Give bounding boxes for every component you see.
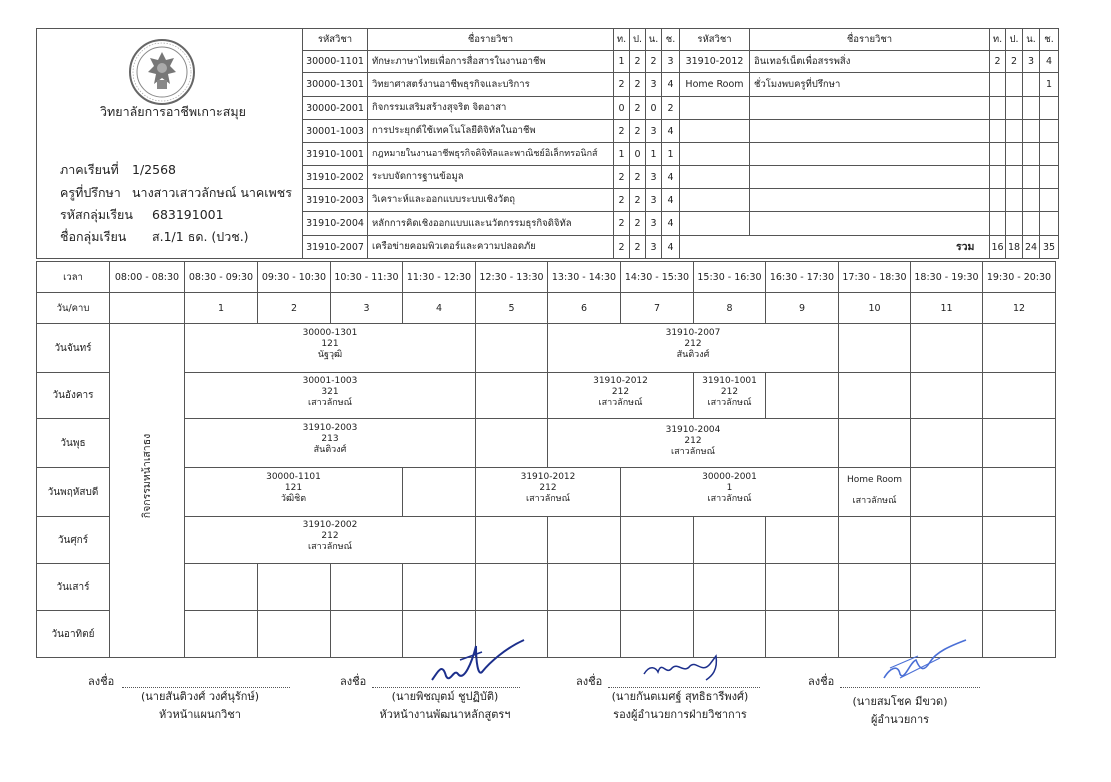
- total-label: รวม: [956, 241, 975, 253]
- advisor-value: นางสาวเสาวลักษณ์ นาคเพชร: [132, 185, 292, 200]
- course-code: 31910-2007: [306, 241, 364, 253]
- term-value: 1/2568: [132, 162, 176, 177]
- course-ch: 1: [667, 148, 674, 160]
- course-n: 3: [650, 171, 657, 183]
- course-ch: 3: [667, 56, 674, 67]
- course-p: 2: [634, 171, 641, 183]
- time-slot: 08:00 - 08:30: [114, 271, 180, 283]
- day-label: วันพฤหัสบดี: [47, 486, 99, 498]
- course-n: 0: [650, 102, 657, 114]
- signature-position: ผู้อำนวยการ: [870, 713, 930, 726]
- hours-n-header: น.: [648, 34, 659, 45]
- course-t: 0: [618, 102, 625, 114]
- course-n: 3: [650, 218, 657, 229]
- total-p: 18: [1007, 241, 1021, 253]
- time-slot: 14:30 - 15:30: [624, 271, 690, 283]
- class-block-mon-2[interactable]: 31910-2007 212 สันติวงศ์: [665, 328, 721, 360]
- signature-position: รองผู้อำนวยการฝ่ายวิชาการ: [613, 708, 747, 721]
- course-t: [990, 73, 1005, 96]
- period-number: 4: [435, 302, 443, 314]
- period-number: 3: [363, 302, 370, 314]
- day-label: วันอังคาร: [52, 390, 94, 401]
- time-slot: 12:30 - 13:30: [479, 271, 544, 283]
- class-block-thu-3[interactable]: 30000-2001 1 เสาวลักษณ์: [702, 472, 757, 504]
- course-name: ระบบจัดการฐานข้อมูล: [372, 171, 464, 182]
- course-n: 3: [650, 241, 657, 253]
- course-ch: 4: [667, 171, 674, 183]
- course-n: 3: [1027, 56, 1035, 67]
- course-t: 1: [618, 148, 625, 160]
- course-name: วิทยาศาสตร์งานอาชีพธุรกิจและบริการ: [372, 79, 530, 90]
- course-code: 30000-2001: [306, 102, 364, 114]
- course-code: 31910-2002: [306, 171, 364, 183]
- period-number: 9: [798, 302, 806, 314]
- total-n: 24: [1024, 241, 1038, 253]
- course-t: 1: [618, 56, 625, 67]
- course-p: 0: [634, 148, 641, 160]
- course-p: 2: [634, 125, 641, 137]
- course-ch: 4: [1045, 56, 1053, 67]
- course-code: 31910-2003: [306, 194, 364, 206]
- course-p: 2: [634, 102, 641, 114]
- course-code: 30001-1003: [306, 125, 364, 137]
- course-name: ชั่วโมงพบครูที่ปรึกษา: [754, 79, 841, 90]
- course-code: 30000-1101: [306, 56, 364, 67]
- course-p: 2: [634, 56, 641, 67]
- course-p: 2: [1010, 56, 1018, 67]
- advisor-label: ครูที่ปรึกษา: [60, 185, 121, 200]
- period-number: 12: [1012, 302, 1026, 314]
- hours-n-header-right: น.: [1026, 34, 1036, 45]
- day-label: วันจันทร์: [54, 342, 92, 354]
- time-slot: 10:30 - 11:30: [334, 271, 399, 283]
- course-ch: 4: [667, 194, 674, 206]
- signature-name: (นายกันตเมศฐ์ สุทธิธารีพงศ์): [611, 690, 749, 703]
- course-name-header-right: ชื่อรายวิชา: [846, 34, 893, 45]
- period-number: 5: [508, 302, 515, 314]
- signature-name: (นายสมโชค มีขวด): [852, 695, 948, 708]
- course-ch: 4: [667, 79, 674, 90]
- class-block-thu-2[interactable]: 31910-2012 212 เสาวลักษณ์: [520, 472, 576, 504]
- course-code: 31910-1001: [306, 148, 364, 160]
- signature-label: ลงชื่อ: [808, 675, 835, 688]
- course-code: Home Room: [685, 79, 744, 90]
- course-name: การประยุกต์ใช้เทคโนโลยีดิจิทัลในอาชีพ: [372, 125, 536, 136]
- course-n: 3: [650, 194, 657, 206]
- course-code-header-right: รหัสวิชา: [697, 34, 732, 45]
- college-logo: [128, 38, 196, 106]
- signature-label: ลงชื่อ: [88, 675, 115, 688]
- course-code-header: รหัสวิชา: [317, 34, 353, 45]
- course-name: ทักษะภาษาไทยเพื่อการสื่อสารในงานอาชีพ: [372, 56, 546, 67]
- time-slot: 13:30 - 14:30: [551, 271, 617, 283]
- course-name: เครือข่ายคอมพิวเตอร์และความปลอดภัย: [372, 241, 536, 252]
- class-block-tue-3[interactable]: 31910-1001 212 เสาวลักษณ์: [702, 376, 757, 408]
- signature-position: หัวหน้างานพัฒนาหลักสูตรฯ: [379, 708, 511, 721]
- course-code: 31910-2012: [685, 56, 744, 67]
- class-block-thu-1[interactable]: 30000-1101 121 วัฒิชิต: [266, 472, 321, 504]
- day-label: วันอาทิตย์: [51, 628, 95, 640]
- period-number: 8: [726, 302, 733, 314]
- signature-line: [122, 687, 290, 688]
- time-slot: 19:30 - 20:30: [986, 271, 1052, 283]
- course-t: 2: [994, 56, 1001, 67]
- day-label: วันเสาร์: [56, 581, 90, 593]
- group-name-label: ชื่อกลุ่มเรียน: [60, 229, 127, 244]
- signature-label: ลงชื่อ: [576, 675, 603, 688]
- day-label: วันพุธ: [60, 437, 86, 449]
- group-name-value: ส.1/1 ธด. (ปวช.): [152, 229, 249, 244]
- hours-ch-header-right: ช.: [1044, 34, 1054, 45]
- total-ch: 35: [1042, 241, 1056, 253]
- hours-ch-header: ช.: [665, 34, 676, 45]
- course-ch: 1: [1045, 79, 1053, 90]
- course-name-header: ชื่อรายวิชา: [467, 34, 514, 45]
- period-label: วัน/คาบ: [56, 302, 90, 314]
- course-t: 2: [618, 125, 625, 137]
- course-p: 2: [634, 194, 641, 206]
- class-block-tue-2[interactable]: 31910-2012 212 เสาวลักษณ์: [593, 376, 648, 408]
- course-t: 2: [618, 241, 625, 253]
- signature-position: หัวหน้าแผนกวิชา: [159, 708, 241, 721]
- class-block-tue-1[interactable]: 30001-1003 321 เสาวลักษณ์: [302, 376, 358, 408]
- time-label: เวลา: [63, 271, 83, 283]
- course-ch: 4: [667, 241, 674, 253]
- day-label: วันศุกร์: [57, 534, 89, 546]
- course-name: วิเคราะห์และออกแบบระบบเชิงวัตถุ: [372, 194, 515, 205]
- course-ch: 2: [667, 102, 674, 114]
- course-t: 2: [618, 194, 625, 206]
- signature-name: (นายสันติวงศ์ วงศ์นุรักษ์): [141, 690, 259, 703]
- course-t: 2: [618, 171, 625, 183]
- hours-p-header-right: ป.: [1009, 34, 1019, 45]
- time-slot: 09:30 - 10:30: [261, 271, 327, 283]
- handwritten-signature: [870, 638, 970, 692]
- course-name: กฎหมายในงานอาชีพธุรกิจดิจิทัลและพาณิชย์อิเล็กทรอนิกส์: [372, 149, 598, 159]
- course-n: 3: [650, 79, 657, 90]
- course-p: [1006, 73, 1022, 96]
- course-n: 1: [650, 148, 657, 160]
- period-number: 7: [653, 302, 661, 314]
- period-number: 11: [940, 302, 953, 314]
- class-block-thu-homeroom[interactable]: Home Room เสาวลักษณ์: [846, 475, 903, 506]
- course-code: 31910-2004: [306, 218, 364, 229]
- class-block-wed-2[interactable]: 31910-2004 212 เสาวลักษณ์: [665, 425, 721, 457]
- period-number: 2: [290, 302, 298, 314]
- course-p: 2: [634, 218, 641, 229]
- handwritten-signature: [640, 650, 730, 690]
- hours-p-header: ป.: [632, 34, 643, 45]
- course-p: 2: [634, 79, 641, 90]
- period-number: 6: [580, 302, 588, 314]
- course-ch: 4: [667, 125, 674, 137]
- time-slot: 17:30 - 18:30: [842, 271, 907, 283]
- course-p: 2: [634, 241, 641, 253]
- class-block-fri-1[interactable]: 31910-2002 212 เสาวลักษณ์: [302, 520, 358, 552]
- hours-t-header: ท.: [616, 34, 627, 45]
- course-ch: 4: [667, 218, 674, 229]
- course-code: 30000-1301: [306, 79, 364, 90]
- group-code-label: รหัสกลุ่มเรียน: [60, 207, 133, 222]
- course-n: 2: [650, 56, 657, 67]
- course-n: [1023, 73, 1039, 96]
- college-name: วิทยาลัยการอาชีพเกาะสมุย: [100, 104, 246, 119]
- class-block-wed-1[interactable]: 31910-2003 213 สันติวงศ์: [302, 423, 358, 455]
- course-t: 2: [618, 218, 625, 229]
- time-slot: 16:30 - 17:30: [769, 271, 835, 283]
- period-number: 1: [217, 302, 225, 314]
- handwritten-signature: [420, 632, 530, 696]
- course-name: กิจกรรมเสริมสร้างสุจริต จิตอาสา: [372, 102, 507, 113]
- signature-name: (นายพิชญุตม์ ชูปฏิบัติ): [391, 690, 499, 703]
- group-code-value: 683191001: [152, 207, 224, 222]
- class-block-mon-1[interactable]: 30000-1301 121 นัฐวุฒิ: [302, 328, 358, 360]
- period-number: 10: [868, 302, 881, 314]
- total-t: 16: [991, 241, 1004, 253]
- time-slot: 18:30 - 19:30: [914, 271, 979, 283]
- time-slot: 15:30 - 16:30: [697, 271, 762, 283]
- time-slot: 08:30 - 09:30: [188, 271, 254, 283]
- course-n: 3: [650, 125, 657, 137]
- course-name: อินเทอร์เน็ตเพื่อสรรพสิ่ง: [754, 56, 851, 67]
- hours-t-header-right: ท.: [992, 34, 1003, 45]
- signature-label: ลงชื่อ: [340, 675, 367, 688]
- flag-activity-label: กิจกรรมหน้าเสาธง: [141, 433, 153, 519]
- term-label: ภาคเรียนที่: [60, 162, 119, 177]
- course-t: 2: [618, 79, 625, 90]
- course-name: หลักการคิดเชิงออกแบบและนวัตกรรมธุรกิจดิจิทัล: [372, 218, 572, 229]
- time-slot: 11:30 - 12:30: [406, 271, 472, 283]
